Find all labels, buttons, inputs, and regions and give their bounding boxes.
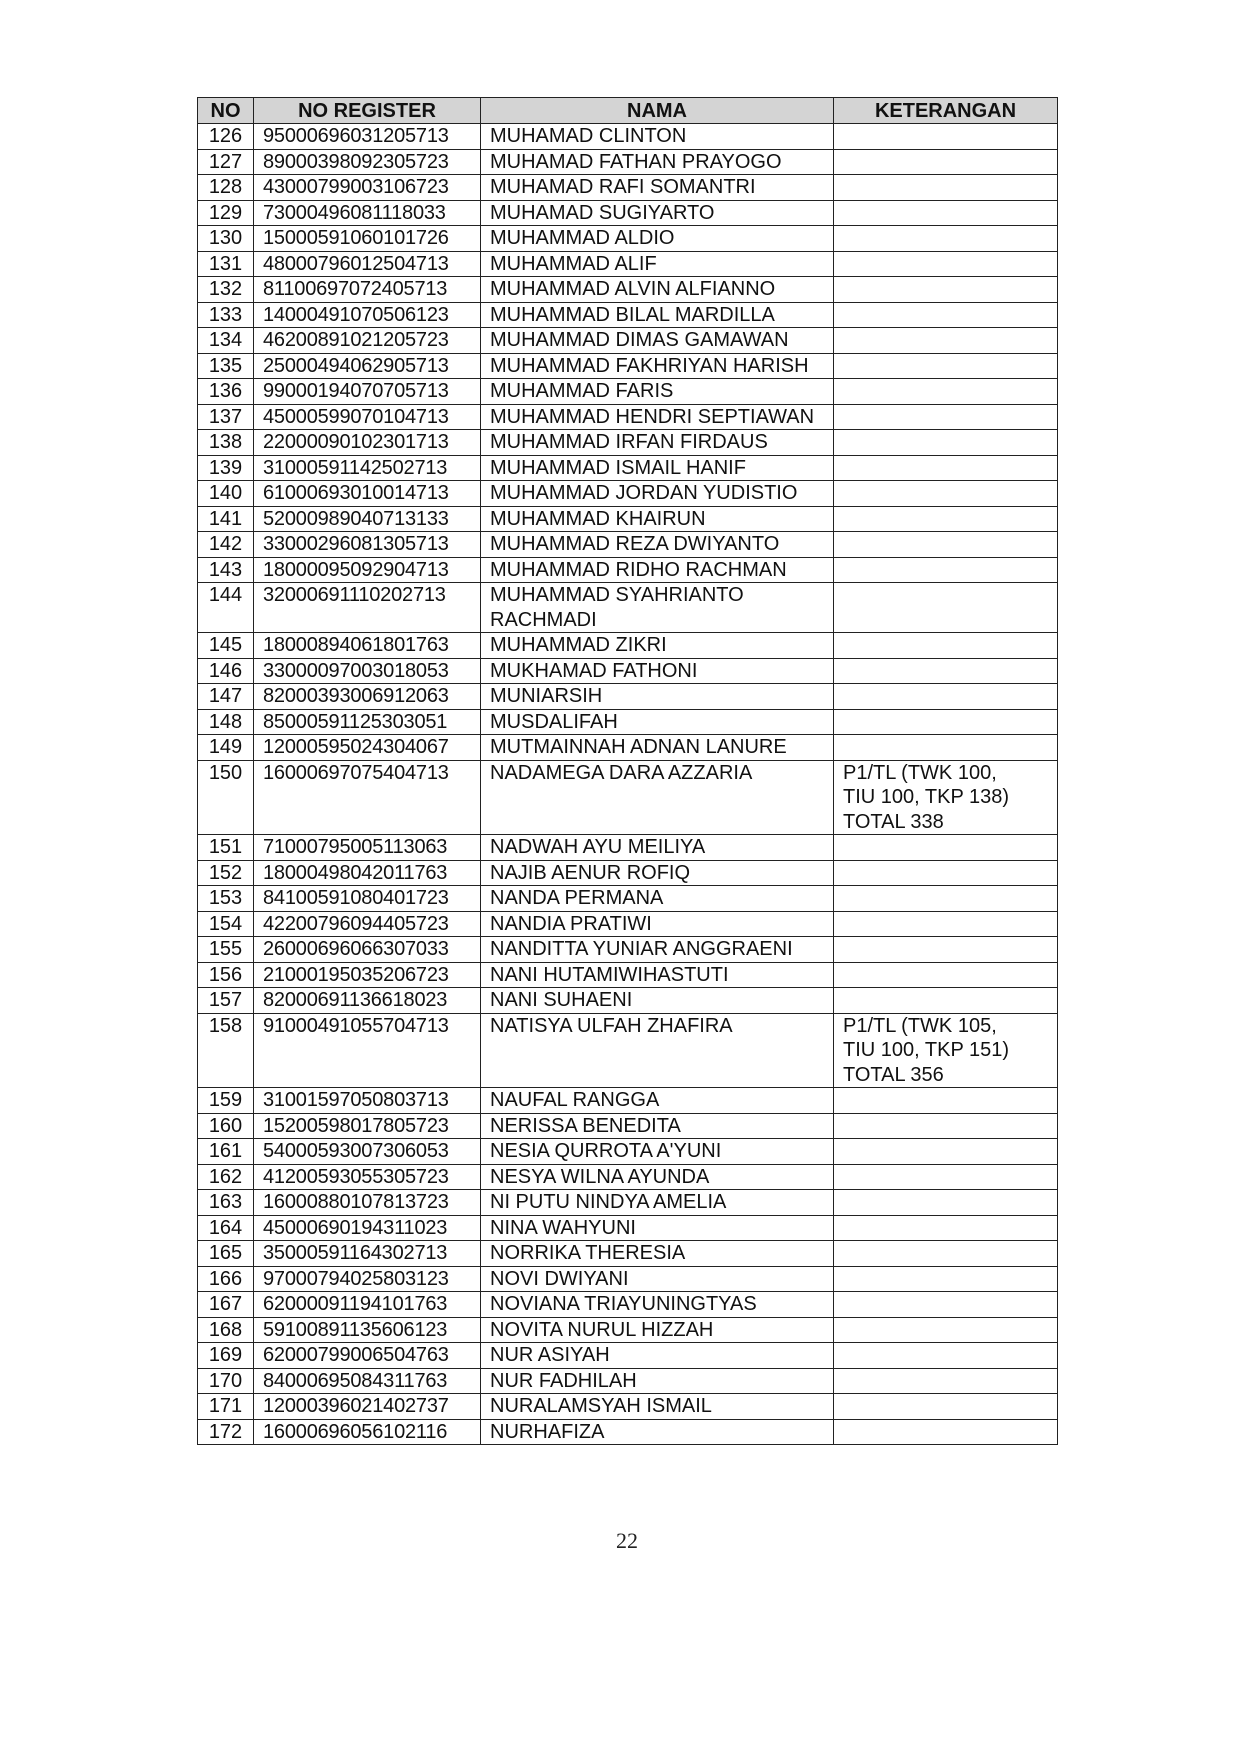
cell-keterangan xyxy=(834,353,1058,379)
cell-keterangan xyxy=(834,1368,1058,1394)
cell-register: 12000396021402737 xyxy=(254,1394,481,1420)
table-row xyxy=(198,1215,1058,1241)
cell-nama: NATISYA ULFAH ZHAFIRA xyxy=(481,1013,834,1088)
cell-no: 153 xyxy=(198,886,254,912)
cell-nama: NANDA PERMANA xyxy=(481,886,834,912)
cell-nama: NOVIANA TRIAYUNINGTYAS xyxy=(481,1292,834,1318)
table-row xyxy=(198,200,1058,226)
cell-no: 128 xyxy=(198,175,254,201)
table-row xyxy=(198,251,1058,277)
cell-no: 170 xyxy=(198,1368,254,1394)
cell-no: 162 xyxy=(198,1164,254,1190)
cell-keterangan xyxy=(834,532,1058,558)
cell-no: 154 xyxy=(198,911,254,937)
table-body xyxy=(198,124,1058,1445)
cell-no: 159 xyxy=(198,1088,254,1114)
table-row xyxy=(198,1164,1058,1190)
cell-keterangan xyxy=(834,1292,1058,1318)
cell-no: 137 xyxy=(198,404,254,430)
cell-no: 151 xyxy=(198,835,254,861)
cell-keterangan xyxy=(834,200,1058,226)
table-row xyxy=(198,1292,1058,1318)
table-row xyxy=(198,149,1058,175)
cell-no: 143 xyxy=(198,557,254,583)
table-row xyxy=(198,962,1058,988)
cell-register: 18000894061801763 xyxy=(254,633,481,659)
cell-keterangan xyxy=(834,1164,1058,1190)
cell-keterangan xyxy=(834,860,1058,886)
cell-nama: MUSDALIFAH xyxy=(481,709,834,735)
cell-register: 31000591142502713 xyxy=(254,455,481,481)
cell-register: 16000696056102116 xyxy=(254,1419,481,1445)
cell-nama: NANI SUHAENI xyxy=(481,988,834,1014)
cell-nama: NI PUTU NINDYA AMELIA xyxy=(481,1190,834,1216)
cell-keterangan xyxy=(834,633,1058,659)
cell-nama: NUR ASIYAH xyxy=(481,1343,834,1369)
cell-nama: NAUFAL RANGGA xyxy=(481,1088,834,1114)
cell-no: 136 xyxy=(198,379,254,405)
table-row xyxy=(198,353,1058,379)
table-row xyxy=(198,124,1058,150)
cell-register: 33000296081305713 xyxy=(254,532,481,558)
cell-keterangan xyxy=(834,1394,1058,1420)
table-row xyxy=(198,1266,1058,1292)
table-row xyxy=(198,302,1058,328)
cell-nama: NOVITA NURUL HIZZAH xyxy=(481,1317,834,1343)
cell-keterangan xyxy=(834,175,1058,201)
cell-keterangan xyxy=(834,1139,1058,1165)
header-register: NO REGISTER xyxy=(254,98,481,124)
table-row xyxy=(198,684,1058,710)
cell-keterangan xyxy=(834,835,1058,861)
cell-keterangan xyxy=(834,937,1058,963)
cell-no: 163 xyxy=(198,1190,254,1216)
cell-register: 21000195035206723 xyxy=(254,962,481,988)
table-row xyxy=(198,860,1058,886)
cell-register: 84000695084311763 xyxy=(254,1368,481,1394)
cell-keterangan xyxy=(834,1190,1058,1216)
table-row xyxy=(198,455,1058,481)
cell-nama: NURALAMSYAH ISMAIL xyxy=(481,1394,834,1420)
header-keterangan: KETERANGAN xyxy=(834,98,1058,124)
table-row xyxy=(198,1139,1058,1165)
cell-no: 134 xyxy=(198,328,254,354)
cell-nama: MUHAMMAD BILAL MARDILLA xyxy=(481,302,834,328)
cell-register: 32000691110202713 xyxy=(254,583,481,633)
cell-nama: MUHAMMAD FAKHRIYAN HARISH xyxy=(481,353,834,379)
table-row xyxy=(198,277,1058,303)
cell-nama: MUHAMMAD ALIF xyxy=(481,251,834,277)
cell-nama: MUHAMMAD REZA DWIYANTO xyxy=(481,532,834,558)
cell-no: 139 xyxy=(198,455,254,481)
table-row xyxy=(198,633,1058,659)
table-row xyxy=(198,379,1058,405)
cell-register: 15200598017805723 xyxy=(254,1113,481,1139)
table-row xyxy=(198,1013,1058,1088)
cell-register: 45000690194311023 xyxy=(254,1215,481,1241)
cell-no: 157 xyxy=(198,988,254,1014)
cell-nama: NINA WAHYUNI xyxy=(481,1215,834,1241)
table-header xyxy=(198,98,1058,124)
cell-register: 97000794025803123 xyxy=(254,1266,481,1292)
cell-no: 149 xyxy=(198,735,254,761)
cell-nama: NADWAH AYU MEILIYA xyxy=(481,835,834,861)
cell-register: 16000880107813723 xyxy=(254,1190,481,1216)
cell-no: 132 xyxy=(198,277,254,303)
cell-nama: MUHAMMAD IRFAN FIRDAUS xyxy=(481,430,834,456)
cell-nama: MUKHAMAD FATHONI xyxy=(481,658,834,684)
cell-nama: MUHAMMAD KHAIRUN xyxy=(481,506,834,532)
table-row xyxy=(198,1317,1058,1343)
cell-keterangan xyxy=(834,1419,1058,1445)
cell-keterangan xyxy=(834,557,1058,583)
cell-keterangan xyxy=(834,328,1058,354)
table-row xyxy=(198,1113,1058,1139)
table-row xyxy=(198,1190,1058,1216)
cell-keterangan xyxy=(834,149,1058,175)
cell-keterangan xyxy=(834,911,1058,937)
table-row xyxy=(198,404,1058,430)
cell-nama: MUHAMMAD ISMAIL HANIF xyxy=(481,455,834,481)
cell-no: 155 xyxy=(198,937,254,963)
table-row xyxy=(198,532,1058,558)
cell-keterangan xyxy=(834,658,1058,684)
cell-no: 135 xyxy=(198,353,254,379)
cell-nama: NESYA WILNA AYUNDA xyxy=(481,1164,834,1190)
cell-register: 61000693010014713 xyxy=(254,481,481,507)
cell-no: 146 xyxy=(198,658,254,684)
cell-nama: MUNIARSIH xyxy=(481,684,834,710)
cell-keterangan xyxy=(834,404,1058,430)
cell-no: 168 xyxy=(198,1317,254,1343)
table-row xyxy=(198,506,1058,532)
cell-keterangan xyxy=(834,684,1058,710)
cell-register: 22000090102301713 xyxy=(254,430,481,456)
cell-keterangan: P1/TL (TWK 105, TIU 100, TKP 151) TOTAL 356 xyxy=(834,1013,1058,1088)
table-header-row xyxy=(198,98,1058,124)
cell-no: 133 xyxy=(198,302,254,328)
cell-register: 52000989040713133 xyxy=(254,506,481,532)
table-row xyxy=(198,735,1058,761)
cell-keterangan xyxy=(834,506,1058,532)
cell-register: 62000799006504763 xyxy=(254,1343,481,1369)
cell-keterangan: P1/TL (TWK 100, TIU 100, TKP 138) TOTAL 338 xyxy=(834,760,1058,835)
cell-register: 91000491055704713 xyxy=(254,1013,481,1088)
cell-register: 95000696031205713 xyxy=(254,124,481,150)
table-row xyxy=(198,175,1058,201)
cell-keterangan xyxy=(834,302,1058,328)
cell-register: 73000496081118033 xyxy=(254,200,481,226)
cell-register: 12000595024304067 xyxy=(254,735,481,761)
cell-nama: NESIA QURROTA A'YUNI xyxy=(481,1139,834,1165)
cell-register: 43000799003106723 xyxy=(254,175,481,201)
participant-table xyxy=(197,97,1058,1445)
cell-no: 140 xyxy=(198,481,254,507)
table-row xyxy=(198,886,1058,912)
cell-keterangan xyxy=(834,1317,1058,1343)
table-row xyxy=(198,911,1058,937)
cell-no: 148 xyxy=(198,709,254,735)
cell-keterangan xyxy=(834,583,1058,633)
cell-register: 99000194070705713 xyxy=(254,379,481,405)
cell-no: 141 xyxy=(198,506,254,532)
cell-register: 42200796094405723 xyxy=(254,911,481,937)
cell-nama: MUHAMMAD DIMAS GAMAWAN xyxy=(481,328,834,354)
cell-no: 156 xyxy=(198,962,254,988)
cell-nama: NUR FADHILAH xyxy=(481,1368,834,1394)
cell-register: 59100891135606123 xyxy=(254,1317,481,1343)
cell-register: 82000691136618023 xyxy=(254,988,481,1014)
cell-nama: NERISSA BENEDITA xyxy=(481,1113,834,1139)
cell-no: 147 xyxy=(198,684,254,710)
header-no: NO xyxy=(198,98,254,124)
cell-nama: MUHAMMAD JORDAN YUDISTIO xyxy=(481,481,834,507)
cell-no: 142 xyxy=(198,532,254,558)
cell-keterangan xyxy=(834,709,1058,735)
page-number: 22 xyxy=(616,1528,638,1553)
cell-nama: NORRIKA THERESIA xyxy=(481,1241,834,1267)
table-row xyxy=(198,988,1058,1014)
cell-keterangan xyxy=(834,1113,1058,1139)
cell-register: 18000498042011763 xyxy=(254,860,481,886)
cell-nama: MUHAMMAD HENDRI SEPTIAWAN xyxy=(481,404,834,430)
cell-no: 144 xyxy=(198,583,254,633)
cell-keterangan xyxy=(834,1088,1058,1114)
table-row xyxy=(198,1394,1058,1420)
cell-nama: MUTMAINNAH ADNAN LANURE xyxy=(481,735,834,761)
cell-no: 129 xyxy=(198,200,254,226)
cell-nama: MUHAMMAD ALVIN ALFIANNO xyxy=(481,277,834,303)
cell-no: 158 xyxy=(198,1013,254,1088)
cell-nama: MUHAMAD FATHAN PRAYOGO xyxy=(481,149,834,175)
cell-nama: MUHAMAD SUGIYARTO xyxy=(481,200,834,226)
cell-no: 130 xyxy=(198,226,254,252)
cell-register: 15000591060101726 xyxy=(254,226,481,252)
cell-keterangan xyxy=(834,1343,1058,1369)
cell-register: 18000095092904713 xyxy=(254,557,481,583)
cell-nama: NOVI DWIYANI xyxy=(481,1266,834,1292)
cell-register: 33000097003018053 xyxy=(254,658,481,684)
cell-keterangan xyxy=(834,481,1058,507)
cell-register: 62000091194101763 xyxy=(254,1292,481,1318)
cell-no: 131 xyxy=(198,251,254,277)
cell-nama: MUHAMMAD ALDIO xyxy=(481,226,834,252)
cell-keterangan xyxy=(834,1215,1058,1241)
cell-register: 16000697075404713 xyxy=(254,760,481,835)
cell-register: 84100591080401723 xyxy=(254,886,481,912)
table-row xyxy=(198,481,1058,507)
cell-keterangan xyxy=(834,1241,1058,1267)
cell-no: 150 xyxy=(198,760,254,835)
cell-nama: MUHAMMAD ZIKRI xyxy=(481,633,834,659)
cell-nama: MUHAMMAD FARIS xyxy=(481,379,834,405)
table-row xyxy=(198,1419,1058,1445)
cell-keterangan xyxy=(834,886,1058,912)
cell-no: 165 xyxy=(198,1241,254,1267)
cell-keterangan xyxy=(834,962,1058,988)
table-row xyxy=(198,1368,1058,1394)
cell-register: 45000599070104713 xyxy=(254,404,481,430)
cell-nama: MUHAMMAD SYAHRIANTO RACHMADI xyxy=(481,583,834,633)
table-row xyxy=(198,583,1058,633)
cell-no: 126 xyxy=(198,124,254,150)
cell-register: 46200891021205723 xyxy=(254,328,481,354)
cell-no: 152 xyxy=(198,860,254,886)
cell-no: 172 xyxy=(198,1419,254,1445)
cell-keterangan xyxy=(834,124,1058,150)
cell-nama: NANDIA PRATIWI xyxy=(481,911,834,937)
cell-no: 138 xyxy=(198,430,254,456)
cell-register: 81100697072405713 xyxy=(254,277,481,303)
cell-keterangan xyxy=(834,988,1058,1014)
cell-keterangan xyxy=(834,430,1058,456)
cell-no: 145 xyxy=(198,633,254,659)
cell-no: 169 xyxy=(198,1343,254,1369)
cell-nama: NANDITTA YUNIAR ANGGRAENI xyxy=(481,937,834,963)
header-nama: NAMA xyxy=(481,98,834,124)
cell-nama: MUHAMMAD RIDHO RACHMAN xyxy=(481,557,834,583)
table-row xyxy=(198,1241,1058,1267)
cell-register: 41200593055305723 xyxy=(254,1164,481,1190)
cell-register: 35000591164302713 xyxy=(254,1241,481,1267)
cell-no: 164 xyxy=(198,1215,254,1241)
table-row xyxy=(198,557,1058,583)
cell-register: 48000796012504713 xyxy=(254,251,481,277)
table-row xyxy=(198,328,1058,354)
cell-nama: NAJIB AENUR ROFIQ xyxy=(481,860,834,886)
cell-register: 82000393006912063 xyxy=(254,684,481,710)
table-row xyxy=(198,709,1058,735)
cell-keterangan xyxy=(834,379,1058,405)
table-row xyxy=(198,937,1058,963)
table-row xyxy=(198,1343,1058,1369)
cell-no: 160 xyxy=(198,1113,254,1139)
cell-nama: NURHAFIZA xyxy=(481,1419,834,1445)
cell-register: 26000696066307033 xyxy=(254,937,481,963)
cell-nama: MUHAMAD RAFI SOMANTRI xyxy=(481,175,834,201)
table-row xyxy=(198,760,1058,835)
table-row xyxy=(198,430,1058,456)
table-row xyxy=(198,1088,1058,1114)
cell-no: 166 xyxy=(198,1266,254,1292)
cell-no: 171 xyxy=(198,1394,254,1420)
cell-register: 54000593007306053 xyxy=(254,1139,481,1165)
cell-register: 31001597050803713 xyxy=(254,1088,481,1114)
cell-nama: NADAMEGA DARA AZZARIA xyxy=(481,760,834,835)
table-row xyxy=(198,658,1058,684)
cell-register: 14000491070506123 xyxy=(254,302,481,328)
cell-keterangan xyxy=(834,1266,1058,1292)
cell-keterangan xyxy=(834,735,1058,761)
cell-register: 25000494062905713 xyxy=(254,353,481,379)
cell-register: 89000398092305723 xyxy=(254,149,481,175)
cell-register: 85000591125303051 xyxy=(254,709,481,735)
cell-keterangan xyxy=(834,226,1058,252)
cell-keterangan xyxy=(834,251,1058,277)
cell-keterangan xyxy=(834,277,1058,303)
cell-nama: MUHAMAD CLINTON xyxy=(481,124,834,150)
table-row xyxy=(198,835,1058,861)
cell-nama: NANI HUTAMIWIHASTUTI xyxy=(481,962,834,988)
cell-keterangan xyxy=(834,455,1058,481)
table-row xyxy=(198,226,1058,252)
cell-no: 167 xyxy=(198,1292,254,1318)
cell-no: 161 xyxy=(198,1139,254,1165)
cell-register: 71000795005113063 xyxy=(254,835,481,861)
cell-no: 127 xyxy=(198,149,254,175)
